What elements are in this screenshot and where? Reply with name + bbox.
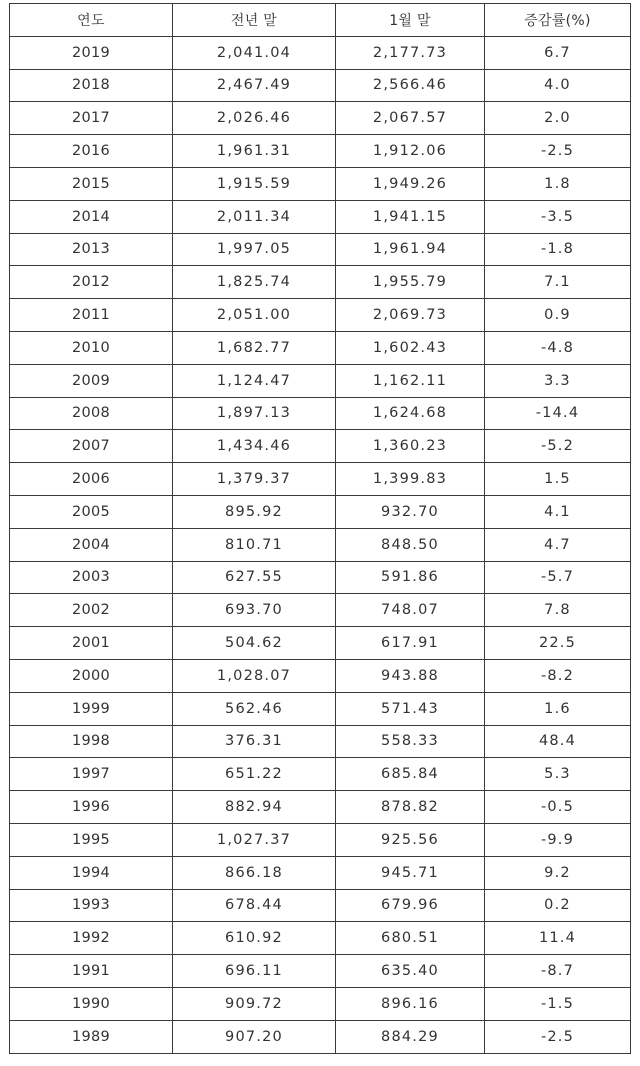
cell-change-rate: 5.3 bbox=[485, 758, 631, 791]
cell-change-rate: 1.8 bbox=[485, 167, 631, 200]
header-january-end: 1월 말 bbox=[336, 4, 485, 37]
cell-january-end: 945.71 bbox=[336, 856, 485, 889]
cell-year: 2007 bbox=[10, 430, 173, 463]
cell-prev-year-end: 696.11 bbox=[173, 955, 336, 988]
cell-change-rate: -8.7 bbox=[485, 955, 631, 988]
cell-january-end: 1,941.15 bbox=[336, 200, 485, 233]
cell-change-rate: 0.9 bbox=[485, 299, 631, 332]
table-row bbox=[10, 725, 631, 758]
cell-change-rate: 4.1 bbox=[485, 495, 631, 528]
cell-year: 2004 bbox=[10, 528, 173, 561]
cell-change-rate: -5.7 bbox=[485, 561, 631, 594]
cell-year: 2011 bbox=[10, 299, 173, 332]
cell-january-end: 1,360.23 bbox=[336, 430, 485, 463]
table-row bbox=[10, 692, 631, 725]
cell-january-end: 680.51 bbox=[336, 922, 485, 955]
cell-january-end: 1,399.83 bbox=[336, 463, 485, 496]
cell-january-end: 571.43 bbox=[336, 692, 485, 725]
cell-change-rate: 1.6 bbox=[485, 692, 631, 725]
cell-change-rate: -2.5 bbox=[485, 1020, 631, 1053]
table-body bbox=[10, 36, 631, 1053]
table-row bbox=[10, 987, 631, 1020]
cell-january-end: 1,602.43 bbox=[336, 331, 485, 364]
cell-change-rate: -4.8 bbox=[485, 331, 631, 364]
cell-january-end: 679.96 bbox=[336, 889, 485, 922]
cell-year: 1996 bbox=[10, 791, 173, 824]
index-table bbox=[9, 3, 631, 1054]
cell-change-rate: 11.4 bbox=[485, 922, 631, 955]
table-row bbox=[10, 397, 631, 430]
cell-change-rate: -8.2 bbox=[485, 659, 631, 692]
cell-january-end: 1,961.94 bbox=[336, 233, 485, 266]
cell-change-rate: 22.5 bbox=[485, 627, 631, 660]
cell-prev-year-end: 866.18 bbox=[173, 856, 336, 889]
cell-year: 2012 bbox=[10, 266, 173, 299]
cell-january-end: 1,624.68 bbox=[336, 397, 485, 430]
cell-year: 1990 bbox=[10, 987, 173, 1020]
table-row bbox=[10, 823, 631, 856]
cell-change-rate: -1.8 bbox=[485, 233, 631, 266]
cell-prev-year-end: 1,997.05 bbox=[173, 233, 336, 266]
cell-january-end: 896.16 bbox=[336, 987, 485, 1020]
cell-prev-year-end: 1,028.07 bbox=[173, 659, 336, 692]
cell-year: 1998 bbox=[10, 725, 173, 758]
cell-prev-year-end: 627.55 bbox=[173, 561, 336, 594]
cell-change-rate: 2.0 bbox=[485, 102, 631, 135]
cell-year: 1999 bbox=[10, 692, 173, 725]
cell-year: 2019 bbox=[10, 36, 173, 69]
table-row bbox=[10, 69, 631, 102]
table-row bbox=[10, 889, 631, 922]
cell-year: 2009 bbox=[10, 364, 173, 397]
table-row bbox=[10, 463, 631, 496]
cell-change-rate: -3.5 bbox=[485, 200, 631, 233]
cell-year: 2006 bbox=[10, 463, 173, 496]
cell-year: 1997 bbox=[10, 758, 173, 791]
cell-change-rate: 4.7 bbox=[485, 528, 631, 561]
cell-january-end: 1,949.26 bbox=[336, 167, 485, 200]
cell-year: 2018 bbox=[10, 69, 173, 102]
cell-year: 1991 bbox=[10, 955, 173, 988]
cell-prev-year-end: 909.72 bbox=[173, 987, 336, 1020]
cell-prev-year-end: 1,825.74 bbox=[173, 266, 336, 299]
cell-prev-year-end: 678.44 bbox=[173, 889, 336, 922]
cell-prev-year-end: 610.92 bbox=[173, 922, 336, 955]
table-row bbox=[10, 922, 631, 955]
cell-january-end: 685.84 bbox=[336, 758, 485, 791]
cell-january-end: 848.50 bbox=[336, 528, 485, 561]
cell-change-rate: -14.4 bbox=[485, 397, 631, 430]
cell-january-end: 878.82 bbox=[336, 791, 485, 824]
cell-prev-year-end: 2,011.34 bbox=[173, 200, 336, 233]
cell-year: 2016 bbox=[10, 135, 173, 168]
header-row bbox=[10, 4, 631, 37]
cell-prev-year-end: 562.46 bbox=[173, 692, 336, 725]
cell-year: 2005 bbox=[10, 495, 173, 528]
table-row bbox=[10, 627, 631, 660]
cell-prev-year-end: 1,434.46 bbox=[173, 430, 336, 463]
cell-year: 1993 bbox=[10, 889, 173, 922]
cell-prev-year-end: 1,027.37 bbox=[173, 823, 336, 856]
cell-prev-year-end: 1,897.13 bbox=[173, 397, 336, 430]
cell-january-end: 925.56 bbox=[336, 823, 485, 856]
cell-january-end: 2,177.73 bbox=[336, 36, 485, 69]
table-row bbox=[10, 364, 631, 397]
cell-change-rate: 3.3 bbox=[485, 364, 631, 397]
cell-prev-year-end: 1,682.77 bbox=[173, 331, 336, 364]
cell-january-end: 617.91 bbox=[336, 627, 485, 660]
cell-change-rate: 9.2 bbox=[485, 856, 631, 889]
table-row bbox=[10, 955, 631, 988]
table-row bbox=[10, 36, 631, 69]
header-year: 연도 bbox=[10, 4, 173, 37]
cell-january-end: 2,566.46 bbox=[336, 69, 485, 102]
table-row bbox=[10, 102, 631, 135]
cell-change-rate: 1.5 bbox=[485, 463, 631, 496]
cell-prev-year-end: 895.92 bbox=[173, 495, 336, 528]
cell-change-rate: 48.4 bbox=[485, 725, 631, 758]
cell-change-rate: -1.5 bbox=[485, 987, 631, 1020]
table-row bbox=[10, 856, 631, 889]
header-prev-year-end: 전년 말 bbox=[173, 4, 336, 37]
cell-january-end: 2,067.57 bbox=[336, 102, 485, 135]
cell-january-end: 943.88 bbox=[336, 659, 485, 692]
table-row bbox=[10, 659, 631, 692]
cell-january-end: 748.07 bbox=[336, 594, 485, 627]
cell-year: 1994 bbox=[10, 856, 173, 889]
table-row bbox=[10, 331, 631, 364]
table-row bbox=[10, 561, 631, 594]
table-row bbox=[10, 594, 631, 627]
cell-year: 1989 bbox=[10, 1020, 173, 1053]
table-row bbox=[10, 200, 631, 233]
cell-january-end: 2,069.73 bbox=[336, 299, 485, 332]
cell-january-end: 932.70 bbox=[336, 495, 485, 528]
cell-prev-year-end: 2,041.04 bbox=[173, 36, 336, 69]
cell-prev-year-end: 2,026.46 bbox=[173, 102, 336, 135]
cell-change-rate: 6.7 bbox=[485, 36, 631, 69]
cell-prev-year-end: 1,124.47 bbox=[173, 364, 336, 397]
table-row bbox=[10, 495, 631, 528]
cell-year: 2000 bbox=[10, 659, 173, 692]
cell-january-end: 591.86 bbox=[336, 561, 485, 594]
cell-prev-year-end: 376.31 bbox=[173, 725, 336, 758]
cell-january-end: 884.29 bbox=[336, 1020, 485, 1053]
cell-change-rate: -5.2 bbox=[485, 430, 631, 463]
cell-change-rate: -0.5 bbox=[485, 791, 631, 824]
table-row bbox=[10, 1020, 631, 1053]
cell-year: 1995 bbox=[10, 823, 173, 856]
cell-year: 2002 bbox=[10, 594, 173, 627]
cell-change-rate: -9.9 bbox=[485, 823, 631, 856]
cell-prev-year-end: 810.71 bbox=[173, 528, 336, 561]
cell-year: 2013 bbox=[10, 233, 173, 266]
table-row bbox=[10, 299, 631, 332]
cell-prev-year-end: 693.70 bbox=[173, 594, 336, 627]
cell-change-rate: 7.1 bbox=[485, 266, 631, 299]
cell-year: 2003 bbox=[10, 561, 173, 594]
cell-prev-year-end: 882.94 bbox=[173, 791, 336, 824]
cell-change-rate: 0.2 bbox=[485, 889, 631, 922]
cell-prev-year-end: 1,379.37 bbox=[173, 463, 336, 496]
cell-change-rate: 7.8 bbox=[485, 594, 631, 627]
table-row bbox=[10, 233, 631, 266]
cell-january-end: 558.33 bbox=[336, 725, 485, 758]
cell-january-end: 1,955.79 bbox=[336, 266, 485, 299]
cell-year: 2014 bbox=[10, 200, 173, 233]
cell-year: 2015 bbox=[10, 167, 173, 200]
cell-year: 2017 bbox=[10, 102, 173, 135]
cell-prev-year-end: 651.22 bbox=[173, 758, 336, 791]
cell-change-rate: -2.5 bbox=[485, 135, 631, 168]
table-header bbox=[10, 4, 631, 37]
cell-january-end: 1,162.11 bbox=[336, 364, 485, 397]
header-change-rate: 증감률(%) bbox=[485, 4, 631, 37]
cell-prev-year-end: 1,961.31 bbox=[173, 135, 336, 168]
cell-january-end: 1,912.06 bbox=[336, 135, 485, 168]
table-row bbox=[10, 758, 631, 791]
cell-january-end: 635.40 bbox=[336, 955, 485, 988]
cell-year: 1992 bbox=[10, 922, 173, 955]
cell-change-rate: 4.0 bbox=[485, 69, 631, 102]
cell-prev-year-end: 907.20 bbox=[173, 1020, 336, 1053]
table-row bbox=[10, 528, 631, 561]
table-row bbox=[10, 430, 631, 463]
cell-prev-year-end: 1,915.59 bbox=[173, 167, 336, 200]
cell-year: 2001 bbox=[10, 627, 173, 660]
table-container bbox=[9, 3, 630, 1054]
table-row bbox=[10, 135, 631, 168]
table-row bbox=[10, 167, 631, 200]
cell-prev-year-end: 2,051.00 bbox=[173, 299, 336, 332]
table-row bbox=[10, 791, 631, 824]
cell-year: 2008 bbox=[10, 397, 173, 430]
cell-prev-year-end: 2,467.49 bbox=[173, 69, 336, 102]
table-row bbox=[10, 266, 631, 299]
cell-year: 2010 bbox=[10, 331, 173, 364]
cell-prev-year-end: 504.62 bbox=[173, 627, 336, 660]
